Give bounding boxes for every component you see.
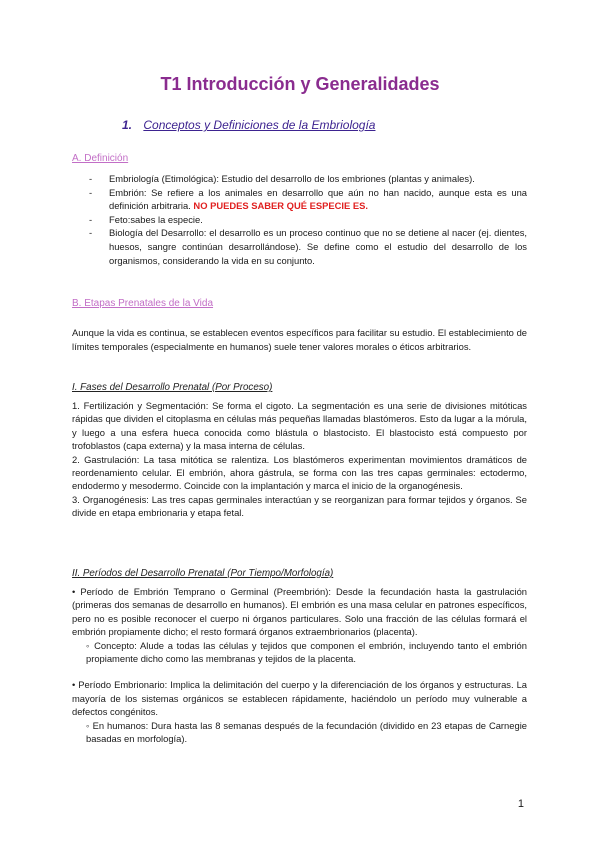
list-item xyxy=(89,186,527,213)
page-number: 1 xyxy=(517,798,524,810)
periodos-body xyxy=(72,585,527,745)
highlight-text: NO PUEDES SABER QUÉ ESPECIE ES. xyxy=(193,200,368,212)
periodo-paragraph: • Período Embrionario: Implica la delimitación del cuerpo y la diferenciación de los órganos y estructuras. La mayoría de los sistemas orgánicos se establecen rápidamente, haciéndolo un período muy vulnerable a defectos congénitos. xyxy=(72,679,527,718)
list-item-text: Feto:sabes la especie. xyxy=(109,213,203,225)
list-item-text: Biología del Desarrollo: el desarrollo es un proceso continuo que no se detiene al nacer (ej. dientes, huesos, sangre continúan desarrollándose). Se define como el estudio del desarrollo de los organismos, considerando la vida en su conjunto. xyxy=(109,227,527,266)
list-bullet: - xyxy=(89,173,93,184)
fase-paragraph: 2. Gastrulación: La tasa mitótica se ralentiza. Los blastómeros experimentan movimientos dramáticos de reordenamiento celular. El embrión, ahora gástrula, se forma con las tres capas germinales: ectodermo, endodermo y mesodermo. Coincide con la implantación y marca el inicio de la organogénesis. xyxy=(72,453,527,492)
list-bullet: - xyxy=(89,213,93,225)
definition-list xyxy=(89,172,527,267)
list-bullet: - xyxy=(89,227,93,239)
fase-paragraph: 3. Organogénesis: Las tres capas germinales interactúan y se reorganizan para formar tejidos y órganos. Se divide en etapa embrionaria y etapa fetal. xyxy=(72,493,527,519)
periodo-subparagraph: ◦ En humanos: Dura hasta las 8 semanas después de la fecundación (dividido en 23 etapas de Carnegie basadas en morfología). xyxy=(86,719,527,745)
periodo-paragraph: • Período de Embrión Temprano o Germinal (Preembrión): Desde la fecundación hasta la gastrulación (primeras dos semanas de desarrollo en humanos). El embrión es una masa celular en patrones específicos, pero no es posible reconocer el cuerpo ni órganos particulares. Solo una fracción de las células formará el embrión propiamente dicho; el resto formará órganos extraembrionarios (placenta). xyxy=(72,586,527,638)
list-item-text: Embriología (Etimológica): Estudio del desarrollo de los embriones (plantas y animales). xyxy=(109,173,475,184)
list-bullet: - xyxy=(89,186,93,198)
list-item-text: Embrión: Se refiere a los animales en desarrollo que aún no han nacido, aunque esta es una definición arbitraria. xyxy=(109,186,527,212)
fases-heading: I. Fases del Desarrollo Prenatal (Por Proceso) xyxy=(72,382,273,393)
section-b-heading: B. Etapas Prenatales de la Vida xyxy=(72,298,214,309)
list-item xyxy=(89,172,527,186)
fase-paragraph: 1. Fertilización y Segmentación: Se forma el cigoto. La segmentación es una serie de divisiones mitóticas rápidas que dividen el citoplasma en células más pequeñas llamadas blastómeros. Esto da lugar a la mórula, y luego a una esfera hueca conocida como blástula o blastocisto. El blastocisto está compuesto por trofoblastos (capa externa) y la masa interna de células. xyxy=(72,400,527,452)
periodo-subparagraph: ◦ Concepto: Alude a todas las células y tejidos que componen el embrión, incluyendo tanto el embrión propiamente dicho como las membranas y tejidos de la placenta. xyxy=(86,639,527,665)
fases-body xyxy=(72,399,527,520)
list-item xyxy=(89,213,527,227)
section-b-intro: Aunque la vida es continua, se establecen eventos específicos para facilitar su estudio. El establecimiento de límites temporales (especialmente en humanos) suele tener valores morales o éticos arbitrarios. xyxy=(72,327,527,352)
section-1-title: Conceptos y Definiciones de la Embriología xyxy=(143,118,376,132)
section-1-number: 1. xyxy=(122,118,133,132)
section-1-heading xyxy=(122,118,375,132)
section-a-heading: A. Definición xyxy=(72,153,129,164)
periodos-heading: II. Períodos del Desarrollo Prenatal (Por Tiempo/Morfología) xyxy=(72,568,334,579)
page-title: T1 Introducción y Generalidades xyxy=(160,74,440,94)
list-item xyxy=(89,226,527,267)
